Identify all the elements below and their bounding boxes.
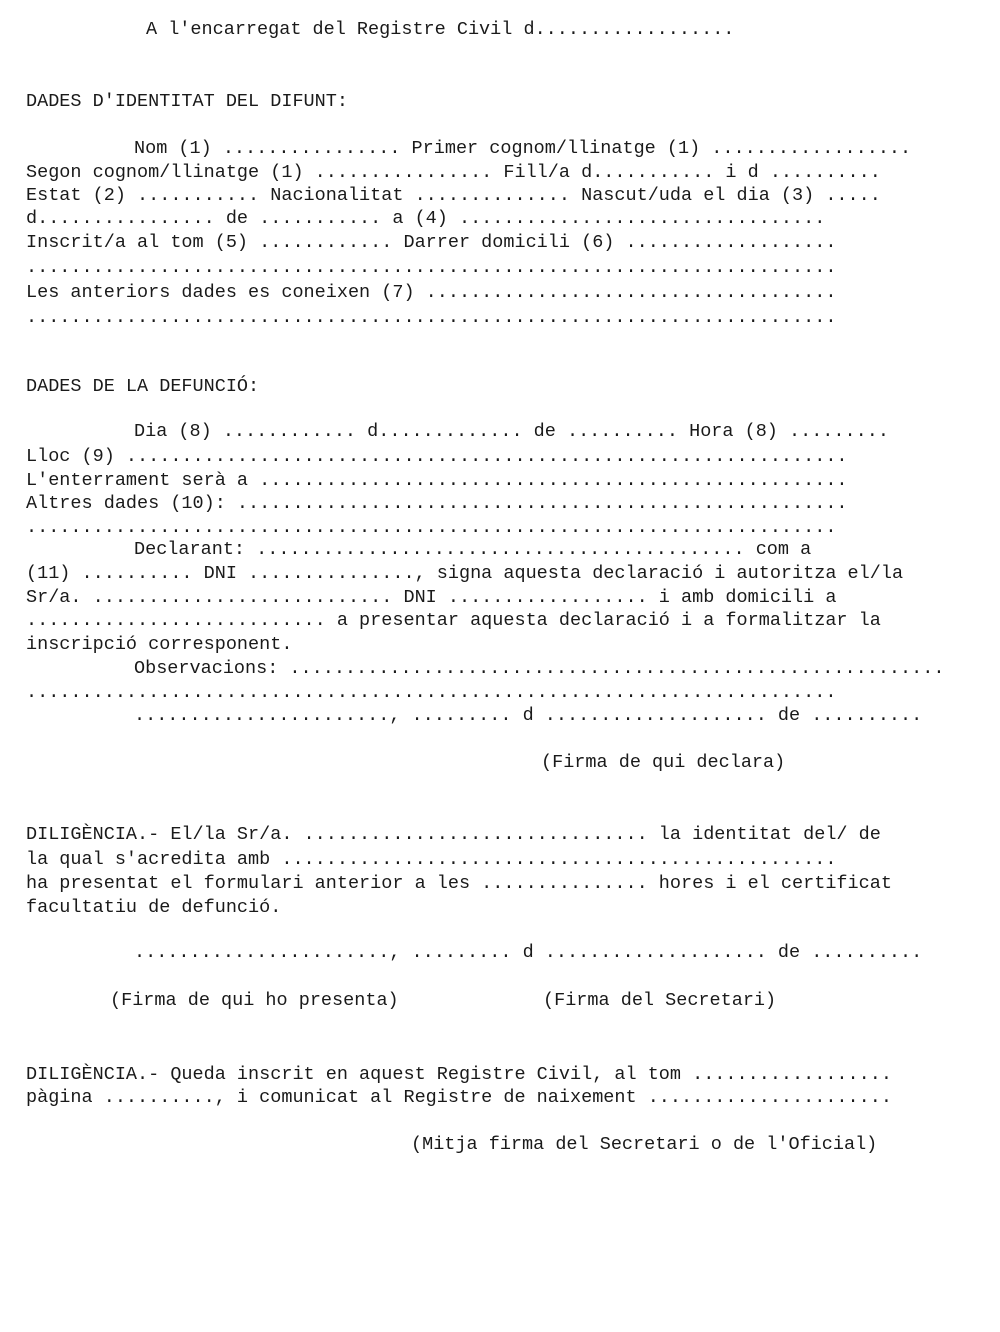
form-line: ......................................................................... (26, 682, 837, 703)
form-line: Sr/a. ........................... DNI .................. i amb domicili a (26, 587, 837, 608)
form-line: DILIGÈNCIA.- Queda inscrit en aquest Registre Civil, al tom .................. (26, 1064, 892, 1085)
form-line: facultatiu de defunció. (26, 897, 282, 918)
signature-official: (Mitja firma del Secretari o de l'Oficial) (411, 1134, 878, 1155)
form-line: Nom (1) ................ Primer cognom/llinatge (1) .................. (134, 138, 912, 159)
form-line: ......................., ......... d .................... de .......... (134, 942, 923, 963)
form-line: pàgina .........., i comunicat al Registre de naixement ...................... (26, 1087, 892, 1108)
signature-presenter: (Firma de qui ho presenta) (110, 990, 399, 1011)
form-line: d................ de ........... a (4) ................................. (26, 208, 826, 229)
form-line: Altres dades (10): ....................................................... (26, 493, 848, 514)
section-title-identity: DADES D'IDENTITAT DEL DIFUNT: (26, 91, 348, 112)
signature-declarant: (Firma de qui declara) (541, 752, 786, 773)
form-line: Observacions: ........................................................... (134, 658, 945, 679)
form-header: A l'encarregat del Registre Civil d.................. (146, 19, 735, 40)
form-line: ......................................................................... (26, 307, 837, 328)
form-line: (11) .......... DNI ..............., signa aquesta declaració i autoritza el/la (26, 563, 904, 584)
form-line: ha presentat el formulari anterior a les ............... hores i el certificat (26, 873, 892, 894)
form-line: Dia (8) ............ d............. de .......... Hora (8) ......... (134, 421, 889, 442)
signature-secretary: (Firma del Secretari) (543, 990, 777, 1011)
form-line: Inscrit/a al tom (5) ............ Darrer domicili (6) ................... (26, 232, 837, 253)
form-line: ......................., ......... d .................... de .......... (134, 705, 923, 726)
form-line: ........................... a presentar aquesta declaració i a formalitzar la (26, 610, 881, 631)
form-line: L'enterrament serà a ..................................................... (26, 470, 848, 491)
form-line: DILIGÈNCIA.- El/la Sr/a. ............................... la identitat del/ de (26, 824, 881, 845)
form-line: Declarant: ............................................ com a (134, 539, 812, 560)
form-line: la qual s'acredita amb .................................................. (26, 849, 837, 870)
form-line: Les anteriors dades es coneixen (7) ..................................... (26, 282, 837, 303)
form-line: ......................................................................... (26, 257, 837, 278)
form-line: ......................................................................... (26, 517, 837, 538)
form-line: Estat (2) ........... Nacionalitat .............. Nascut/uda el dia (3) ..... (26, 185, 881, 206)
form-line: inscripció corresponent. (26, 634, 293, 655)
section-title-death: DADES DE LA DEFUNCIÓ: (26, 376, 260, 397)
form-line: Segon cognom/llinatge (1) ................ Fill/a d........... i d .......... (26, 162, 881, 183)
form-line: Lloc (9) ................................................................. (26, 446, 848, 467)
